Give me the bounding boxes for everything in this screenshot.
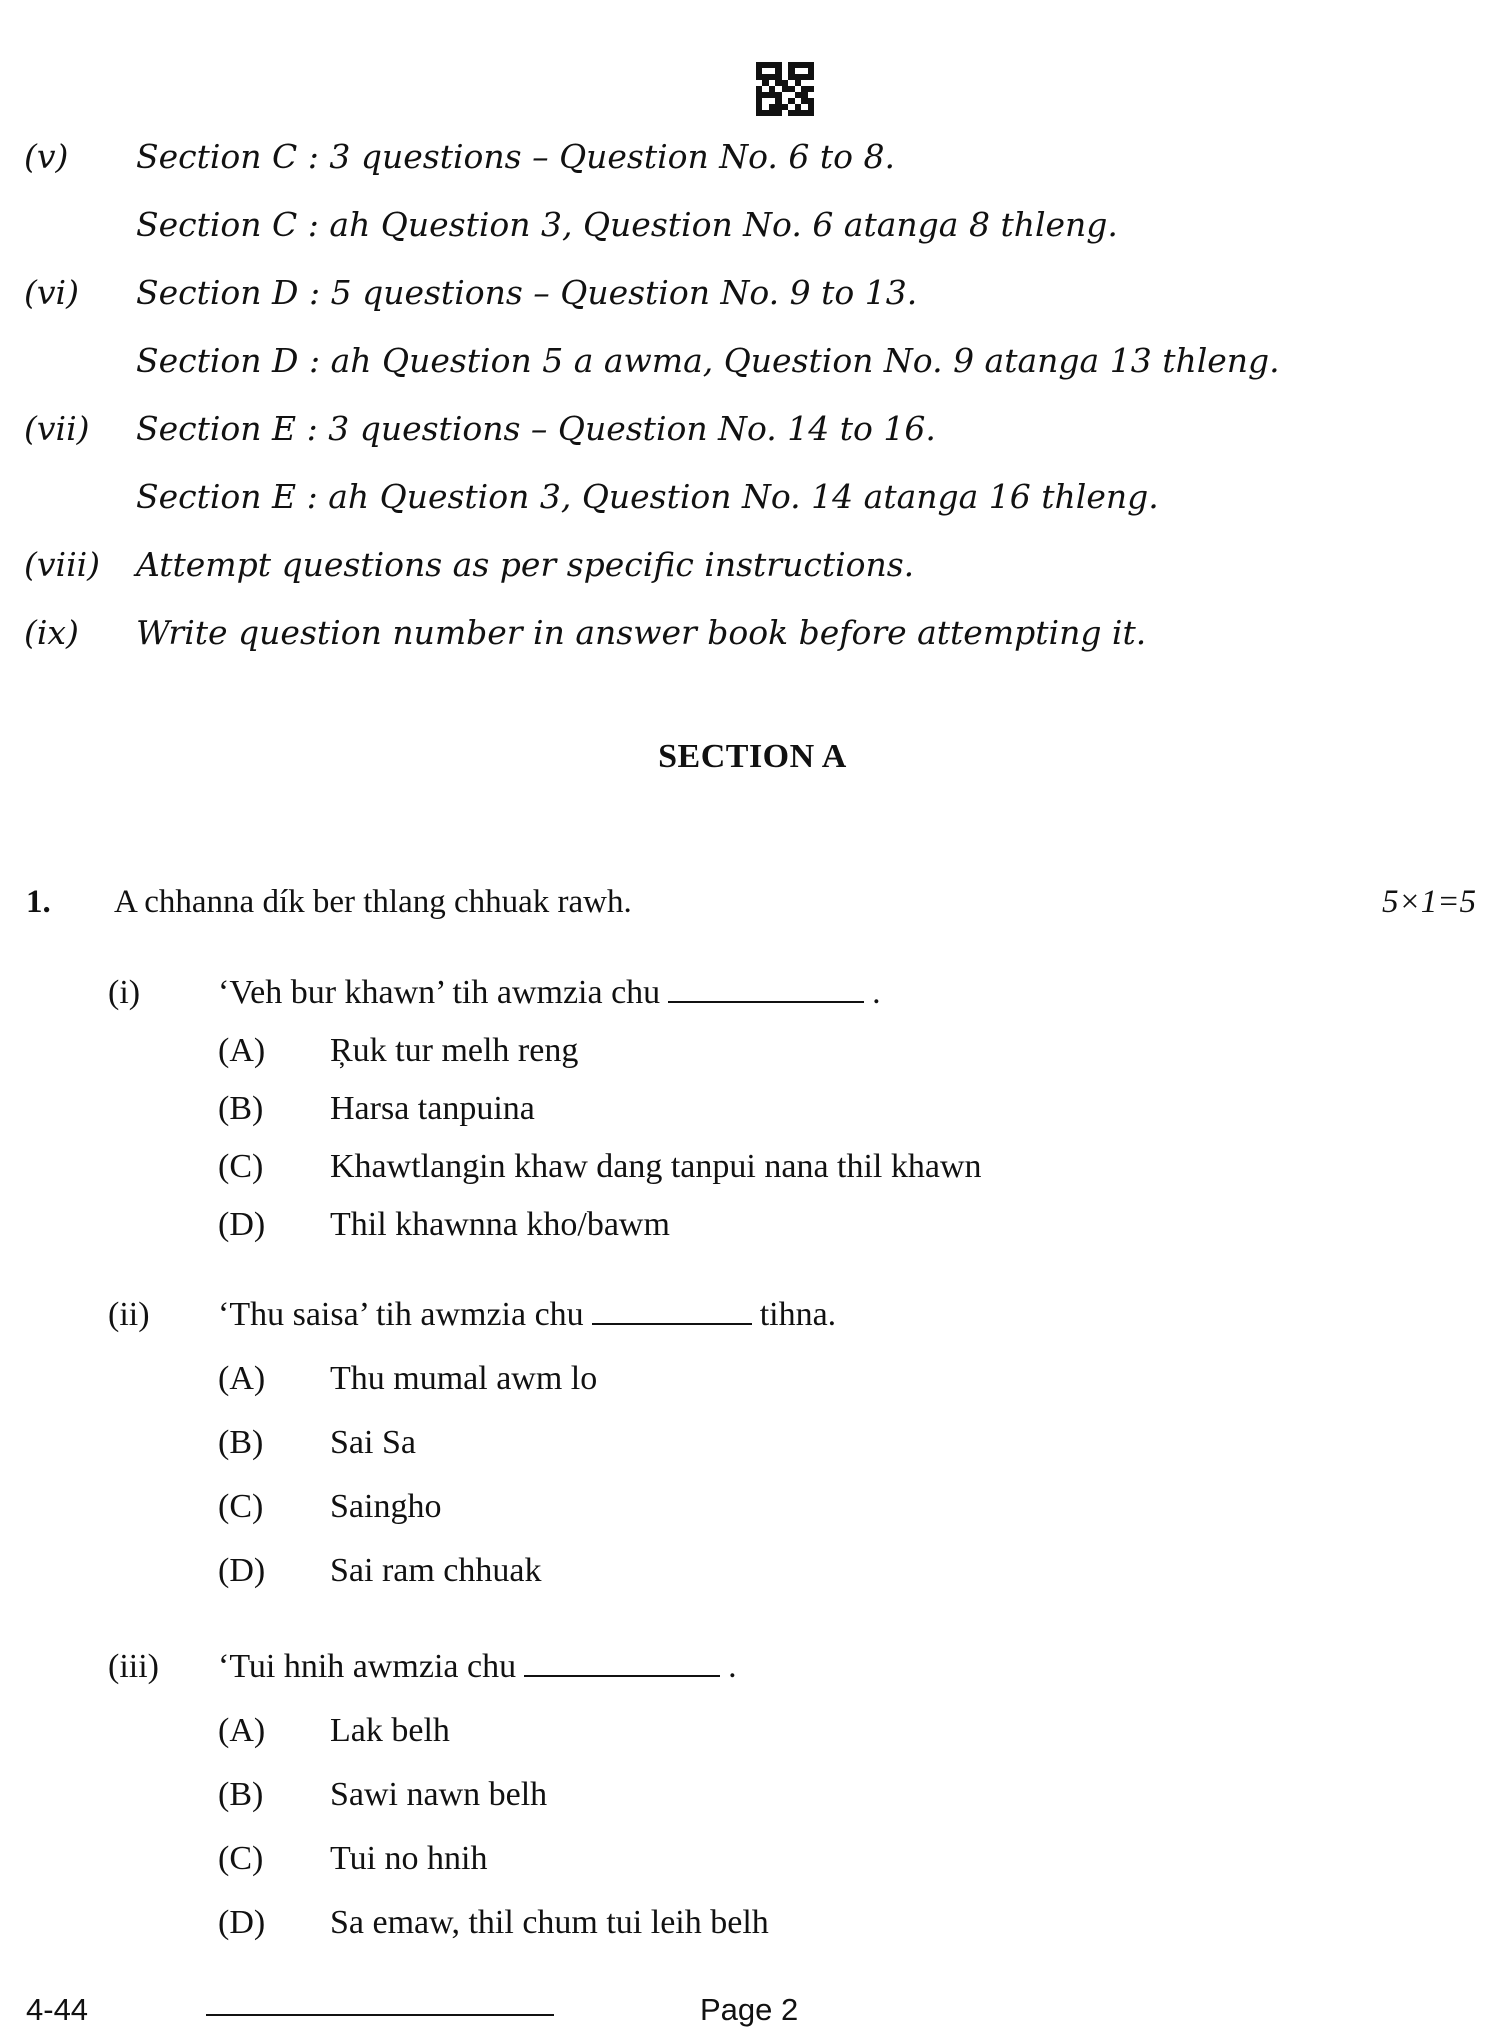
qr-code-icon — [756, 62, 814, 116]
instruction-number: (v) — [24, 136, 69, 176]
instruction-text: Section D : 5 questions – Question No. 9 to 13. — [136, 272, 918, 312]
subquestion-number: (iii) — [108, 1648, 159, 1685]
option-label: (D) — [218, 1206, 266, 1243]
option-text: Khawtlangin khaw dang tanpui nana thil khawn — [330, 1148, 982, 1185]
subquestion-stem — [218, 974, 881, 1012]
section-title: SECTION A — [658, 738, 847, 775]
answer-blank — [524, 1674, 720, 1677]
option-text: Ŗuk tur melh reng — [330, 1032, 579, 1069]
option-text: Harsa tanpuina — [330, 1090, 535, 1127]
subquestion-stem — [218, 1648, 737, 1686]
instruction-text: Section C : 3 questions – Question No. 6 to 8. — [136, 136, 895, 176]
stem-text-after: . — [728, 1648, 737, 1685]
stem-text: ‘Veh bur khawn’ tih awmzia chu — [218, 974, 661, 1011]
option-label: (B) — [218, 1776, 264, 1813]
question-marks: 5×1=5 — [1381, 884, 1476, 920]
option-text: Tui no hnih — [330, 1840, 488, 1877]
answer-blank — [668, 1000, 864, 1003]
instruction-number: (ix) — [24, 612, 79, 652]
option-text: Sawi nawn belh — [330, 1776, 548, 1813]
instruction-number: (vii) — [24, 408, 90, 448]
footer-divider — [206, 2014, 554, 2016]
answer-blank — [592, 1322, 752, 1325]
paper-code: 4-44 — [26, 1992, 89, 2027]
instruction-text: Attempt questions as per specific instructions. — [136, 544, 915, 584]
stem-text-after: . — [872, 974, 881, 1011]
subquestion-number: (i) — [108, 974, 141, 1011]
option-text: Sai ram chhuak — [330, 1552, 542, 1589]
option-label: (C) — [218, 1488, 264, 1525]
subquestion-stem — [218, 1296, 836, 1334]
stem-text-after: tihna. — [759, 1296, 837, 1333]
option-label: (C) — [218, 1148, 264, 1185]
page-number: Page 2 — [700, 1992, 799, 2027]
instruction-text: Section E : ah Question 3, Question No. 14 atanga 16 thleng. — [136, 476, 1159, 516]
option-text: Saingho — [330, 1488, 442, 1525]
option-label: (B) — [218, 1090, 264, 1127]
option-label: (B) — [218, 1424, 264, 1461]
stem-text: ‘Thu saisa’ tih awmzia chu — [218, 1296, 584, 1333]
option-text: Lak belh — [330, 1712, 450, 1749]
option-text: Sa emaw, thil chum tui leih belh — [330, 1904, 769, 1941]
instruction-number: (viii) — [24, 544, 101, 584]
page-footer — [0, 1992, 1505, 2032]
option-label: (D) — [218, 1552, 266, 1589]
stem-text: ‘Tui hnih awmzia chu — [218, 1648, 517, 1685]
instruction-text: Section C : ah Question 3, Question No. 6 atanga 8 thleng. — [136, 204, 1118, 244]
question-text: A chhanna dík ber thlang chhuak rawh. — [114, 884, 632, 920]
subquestion-number: (ii) — [108, 1296, 150, 1333]
option-text: Thu mumal awm lo — [330, 1360, 598, 1397]
option-label: (A) — [218, 1032, 266, 1069]
instruction-text: Section E : 3 questions – Question No. 14 to 16. — [136, 408, 936, 448]
question-number: 1. — [26, 884, 51, 920]
instruction-number: (vi) — [24, 272, 79, 312]
option-text: Thil khawnna kho/bawm — [330, 1206, 670, 1243]
instruction-text: Write question number in answer book before attempting it. — [136, 612, 1147, 652]
option-label: (D) — [218, 1904, 266, 1941]
option-label: (A) — [218, 1712, 266, 1749]
option-text: Sai Sa — [330, 1424, 416, 1461]
option-label: (C) — [218, 1840, 264, 1877]
option-label: (A) — [218, 1360, 266, 1397]
instruction-text: Section D : ah Question 5 a awma, Question No. 9 atanga 13 thleng. — [136, 340, 1280, 380]
